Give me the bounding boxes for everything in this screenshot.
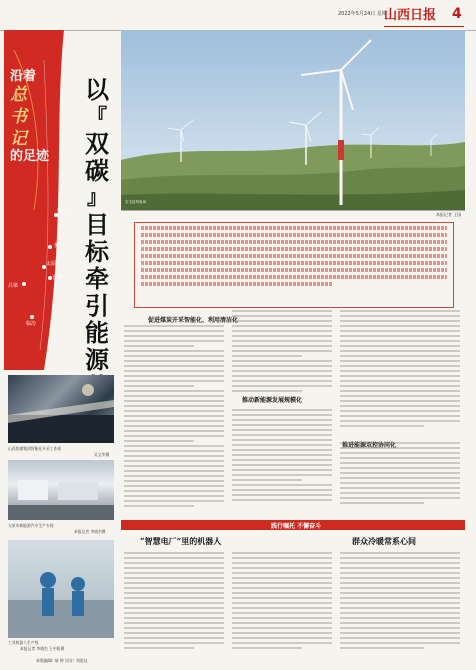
- map-dot: [22, 282, 26, 286]
- banner-char-3: 记: [10, 129, 27, 149]
- masthead: 山西日报: [384, 8, 437, 23]
- headline-char: 』: [87, 185, 107, 209]
- body-column: [340, 310, 460, 507]
- image-credit: 本报记者 李晓杰 王中阳摄: [20, 646, 65, 651]
- banner-title: [10, 70, 50, 164]
- map-dot: [54, 213, 58, 217]
- section-bar-label: 践行嘱托 不懈奋斗: [271, 523, 322, 530]
- map-dot: [48, 245, 52, 249]
- city-label: 忻州: [54, 243, 65, 249]
- image-caption: 太原市新能源汽车生产车间: [8, 523, 54, 528]
- city-label: 晋中: [52, 275, 63, 281]
- headline-char: 能: [85, 318, 109, 347]
- section-heading: 推进能源双控协同化: [342, 442, 397, 449]
- image-credit: 本报记者 李晓杰摄: [74, 529, 106, 534]
- image-caption: 工业机器人生产线: [8, 640, 39, 645]
- image-credit: 吴文华摄: [94, 452, 110, 457]
- article-title: “智慧电厂”里的机器人: [140, 536, 222, 546]
- body-column: [124, 552, 224, 652]
- wind-farm-photo: [121, 30, 465, 211]
- coal-mine-photo: [8, 375, 114, 443]
- headline-char: 标: [85, 237, 109, 266]
- ev-factory-photo: [8, 460, 114, 520]
- map-dot: [30, 315, 34, 319]
- city-label: 大同: [56, 207, 67, 213]
- banner-line3: 的足迹: [10, 149, 50, 164]
- city-label: 太原: [46, 261, 57, 267]
- headline-char: 目: [85, 210, 109, 239]
- headline-char: 以: [85, 75, 109, 104]
- section-bar: [121, 520, 465, 530]
- headline-char: 引: [85, 291, 109, 320]
- column-banner: [4, 30, 70, 370]
- lead-box: [134, 222, 454, 308]
- photo-credit: 本报记者 王国: [436, 212, 462, 217]
- wind-farm-illustration: [121, 30, 465, 210]
- body-column: [232, 310, 332, 504]
- page-footer: 本版编辑: 郝 婷 设计: 刘思仪: [36, 658, 88, 663]
- headline-char: 『: [87, 104, 107, 128]
- article-title: 群众冷暖常系心间: [352, 536, 416, 546]
- image-caption: 山西焦煤集团智能化开采工作面: [8, 446, 62, 451]
- city-label: 临汾: [26, 321, 37, 327]
- banner-line1: 沿着: [10, 69, 37, 84]
- city-label: 吕梁: [8, 283, 19, 289]
- body-column: [340, 552, 460, 652]
- headline-char: 源: [85, 345, 109, 374]
- headline-char: 碳: [85, 156, 109, 185]
- banner-char-1: 总: [10, 85, 27, 105]
- body-column: [124, 325, 224, 510]
- banner-char-2: 书: [10, 107, 27, 127]
- page-number: 4: [452, 6, 462, 22]
- page-header: [0, 0, 476, 31]
- photo-caption: 右玉县风电场: [125, 200, 146, 204]
- section-heading: 促进煤炭开采智能化、利用清洁化: [148, 317, 239, 324]
- headline-char: 牵: [85, 264, 109, 293]
- header-rule: [384, 26, 464, 27]
- robot-factory-photo: [8, 540, 114, 638]
- headline-char: 双: [85, 129, 109, 158]
- section-heading: 推动新能源发展规模化: [242, 397, 303, 404]
- issue-date: 2022年5月24日 星期二: [338, 11, 392, 17]
- body-column: [232, 552, 332, 652]
